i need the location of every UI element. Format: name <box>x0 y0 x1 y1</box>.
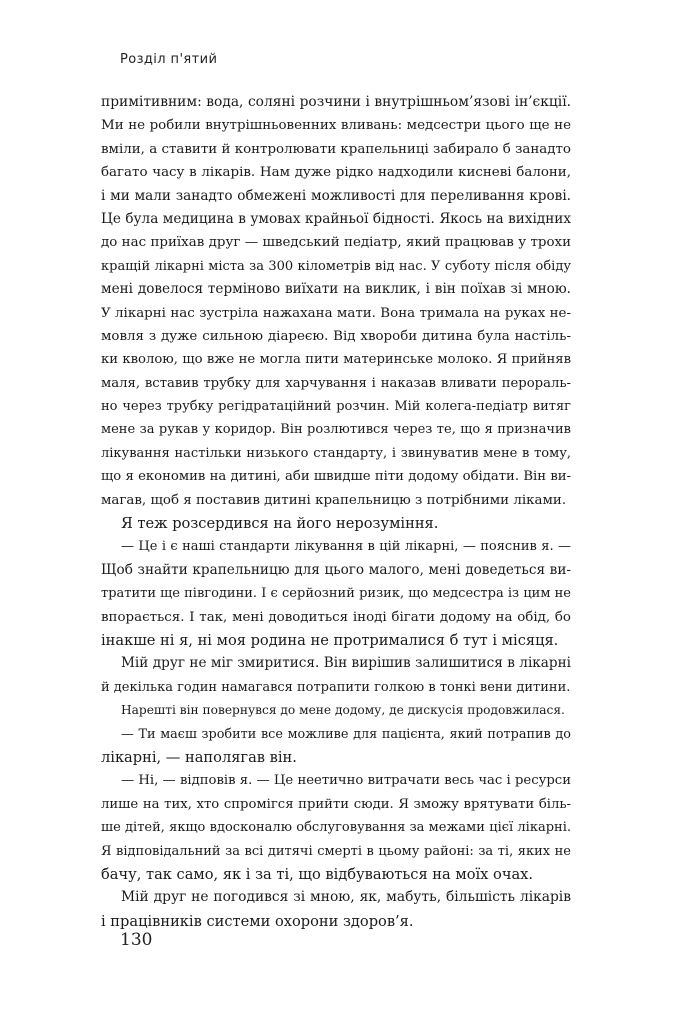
text-line: магав, щоб я поставив дитині крапельницю з потрібними ліками. <box>101 492 567 508</box>
text-line: лікарні, — наполягав він. <box>101 748 297 766</box>
text-line: Ми не робили внутрішньовенних вливань: медсестри цього ще не <box>101 118 571 134</box>
text-line: й декілька годин намагався потрапити голкою в тонкі вени дитини. <box>101 679 571 695</box>
text-line: — Ти маєш зробити все можливе для пацієнта, який потрапив до <box>121 726 571 742</box>
text-line: Це була медицина в умовах крайньої бідності. Якось на вихідних <box>101 210 571 227</box>
page-number: 130 <box>120 930 153 950</box>
text-line: впорається. І так, мені доводиться іноді бігати додому на обід, бо <box>101 609 571 625</box>
text-line: до нас приїхав друг — шведський педіатр, який працював у трохи <box>101 235 571 251</box>
text-line: примітивним: вода, соляні розчини і внутрішньом’язові ін’єкції. <box>101 94 571 110</box>
text-line: — Ні, — відповів я. — Це неетично витрачати весь час і ресурси <box>121 773 571 789</box>
text-line: лікування настільки низького стандарту, і звинуватив мене в тому, <box>101 445 571 461</box>
text-line: бачу, так само, як і за ті, що відбуваються на моїх очах. <box>101 865 534 883</box>
text-line: Мій друг не погодився зі мною, як, мабуть, більшість лікарів <box>121 889 571 906</box>
text-line: і працівників системи охорони здоров’я. <box>101 912 414 930</box>
text-line: тратити ще півгодини. І є серйозний ризик, що медсестра із цим не <box>101 586 571 602</box>
text-line: — Це і є наші стандарти лікування в цій лікарні, — пояснив я. — <box>121 539 571 555</box>
text-line: і ми мали занадто обмежені можливості для переливання крові. <box>101 187 571 204</box>
text-line: що я економив на дитині, аби швидше піти додому обідати. Він ви- <box>101 469 571 485</box>
running-head: Розділ п'ятий <box>120 52 218 67</box>
text-line: багато часу в лікарів. Нам дуже рідко надходили кисневі балони, <box>101 165 571 181</box>
text-line: мені довелося терміново виїхати на виклик, і він поїхав зі мною. <box>101 281 571 298</box>
text-line: вміли, а ставити й контролювати крапельниці забирало б занадто <box>101 141 571 157</box>
text-line: інакше ні я, ні моя родина не протрималися б тут і місяця. <box>101 631 559 649</box>
body-text <box>101 91 571 933</box>
text-line: но через трубку регідратаційний розчин. Мій колега-педіатр витяг <box>101 399 571 415</box>
text-line: Щоб знайти крапельницю для цього малого, мені доведеться ви- <box>101 561 571 578</box>
text-line: кращій лікарні міста за 300 кілометрів від нас. У суботу після обіду <box>101 258 571 274</box>
text-line: У лікарні нас зустріла нажахана мати. Вона тримала на руках не- <box>101 305 571 321</box>
text-line: Мій друг не міг змиритися. Він вирішив залишитися в лікарні <box>121 655 571 672</box>
text-line: лише на тих, хто спромігся прийти сюди. Я зможу врятувати біль- <box>101 796 571 812</box>
text-line: маля, вставив трубку для харчування і наказав вливати перораль- <box>101 375 571 391</box>
text-line: Я теж розсердився на його нерозуміння. <box>121 515 439 533</box>
text-line: мене за рукав у коридор. Він розлютився через те, що я призначив <box>101 422 571 438</box>
text-line: ше дітей, якщо вдосконалю обслуговування за межами цієї лікарні. <box>101 820 571 836</box>
text-line: ки кволою, що вже не могла пити материнське молоко. Я прийняв <box>101 352 571 368</box>
text-line: Нарешті він повернувся до мене додому, де дискусія продовжилася. <box>121 703 565 718</box>
text-line: Я відповідальний за всі дитячі смерті в цьому районі: за ті, яких не <box>101 843 571 859</box>
text-line: мовля з дуже сильною діареєю. Від хвороби дитина була настіль- <box>101 328 571 344</box>
